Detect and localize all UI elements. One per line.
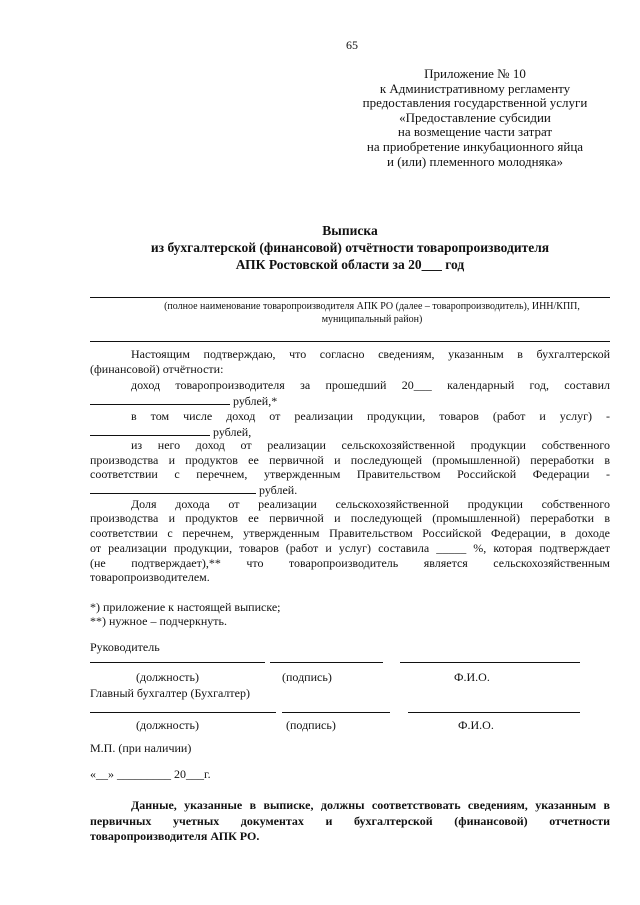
appendix-line: на возмещение части затрат <box>397 124 553 140</box>
body-line: Доля дохода от реализации сельскохозяйственной продукции собственного <box>131 497 610 511</box>
document-title <box>90 222 610 273</box>
appendix-line: и (или) племенного молодняка» <box>386 153 563 169</box>
accountant-label: Главный бухгалтер (Бухгалтер) <box>90 686 250 700</box>
caption-line: (полное наименование товаропроизводителя АПК РО (далее – товаропроизводитель), ИНН/КПП, <box>164 301 580 312</box>
head-name-line <box>400 662 580 663</box>
body-line-sales <box>90 424 251 439</box>
body-line: соответствии с перечнем, утвержденным Правительством Российской Федерации, в доходе <box>90 526 610 540</box>
body-line: производства и продуктов ее первичной и последующей (промышленной) переработки в <box>90 453 610 467</box>
title-line: АПК Ростовской области за 20___ год <box>235 257 465 272</box>
body-line: (финансовой) отчётности: <box>90 362 224 376</box>
body-line: производства и продуктов ее первичной и последующей (промышленной) переработки в <box>90 511 610 525</box>
footnote: **) нужное – подчеркнуть. <box>90 614 227 628</box>
appendix-line: «Предоставление субсидии <box>399 109 551 125</box>
accountant-position-caption: (должность) <box>136 718 199 732</box>
body-line: Настоящим подтверждаю, что согласно сведениям, указанным в бухгалтерской <box>131 347 610 361</box>
body-line-income <box>90 393 277 408</box>
body-line: (не подтверждает),** что товаропроизводитель является сельскохозяйственным <box>90 556 610 570</box>
head-position-line <box>90 662 265 663</box>
body-line: в том числе доход от реализации продукции, товаров (работ и услуг) - <box>131 409 610 423</box>
head-position-caption: (должность) <box>136 670 199 684</box>
head-label: Руководитель <box>90 640 160 654</box>
page-number: 65 <box>346 38 358 52</box>
accountant-position-line <box>90 712 276 713</box>
accountant-name-caption: Ф.И.О. <box>458 718 494 732</box>
appendix-line: Приложение № 10 <box>424 66 526 81</box>
head-signature-caption: (подпись) <box>282 670 332 684</box>
appendix-header <box>330 67 620 169</box>
body-line: от реализации продукции, товаров (работ и услуг) составила _____ %, которая подтверждает <box>90 541 610 555</box>
caption-line: муниципальный район) <box>321 313 423 325</box>
head-signature-line <box>270 662 383 663</box>
appendix-line: на приобретение инкубационного яйца <box>366 138 584 154</box>
sales-unit: рублей, <box>213 425 252 439</box>
final-note-line: первичных учетных документах и бухгалтерской (финансовой) отчетности <box>90 813 610 828</box>
income-unit: рублей,* <box>233 394 278 408</box>
agri-unit: рублей. <box>259 483 298 497</box>
body-line: доход товаропроизводителя за прошедший 20___ календарный год, составил <box>131 378 610 392</box>
accountant-signature-line <box>282 712 390 713</box>
final-note-line: товаропроизводителя АПК РО. <box>90 829 260 843</box>
producer-name-caption <box>132 301 612 326</box>
separator-line <box>90 341 610 342</box>
appendix-line: к Административному регламенту <box>379 80 571 96</box>
final-note-line: Данные, указанные в выписке, должны соответствовать сведениям, указанным в <box>131 798 610 812</box>
title-line: Выписка <box>322 223 378 238</box>
appendix-line: предоставления государственной услуги <box>362 95 588 111</box>
body-line: из него доход от реализации сельскохозяйственной продукции собственного <box>131 438 610 452</box>
accountant-signature-caption: (подпись) <box>286 718 336 732</box>
footnote: *) приложение к настоящей выписке; <box>90 600 281 614</box>
head-name-caption: Ф.И.О. <box>454 670 490 684</box>
income-blank <box>90 393 230 405</box>
title-line: из бухгалтерской (финансовой) отчётности товаропроизводителя <box>150 240 550 255</box>
body-line: соответствии с перечнем, утвержденным Правительством Российской Федерации - <box>90 467 610 481</box>
producer-name-line <box>90 297 610 298</box>
final-note <box>90 798 610 845</box>
seal-placeholder: М.П. (при наличии) <box>90 741 192 755</box>
agri-blank <box>90 482 256 494</box>
accountant-name-line <box>408 712 580 713</box>
body-line: товаропроизводителем. <box>90 570 210 584</box>
date-line: «__» _________ 20___г. <box>90 767 211 781</box>
sales-blank <box>90 424 210 436</box>
body-line-agri <box>90 482 297 497</box>
